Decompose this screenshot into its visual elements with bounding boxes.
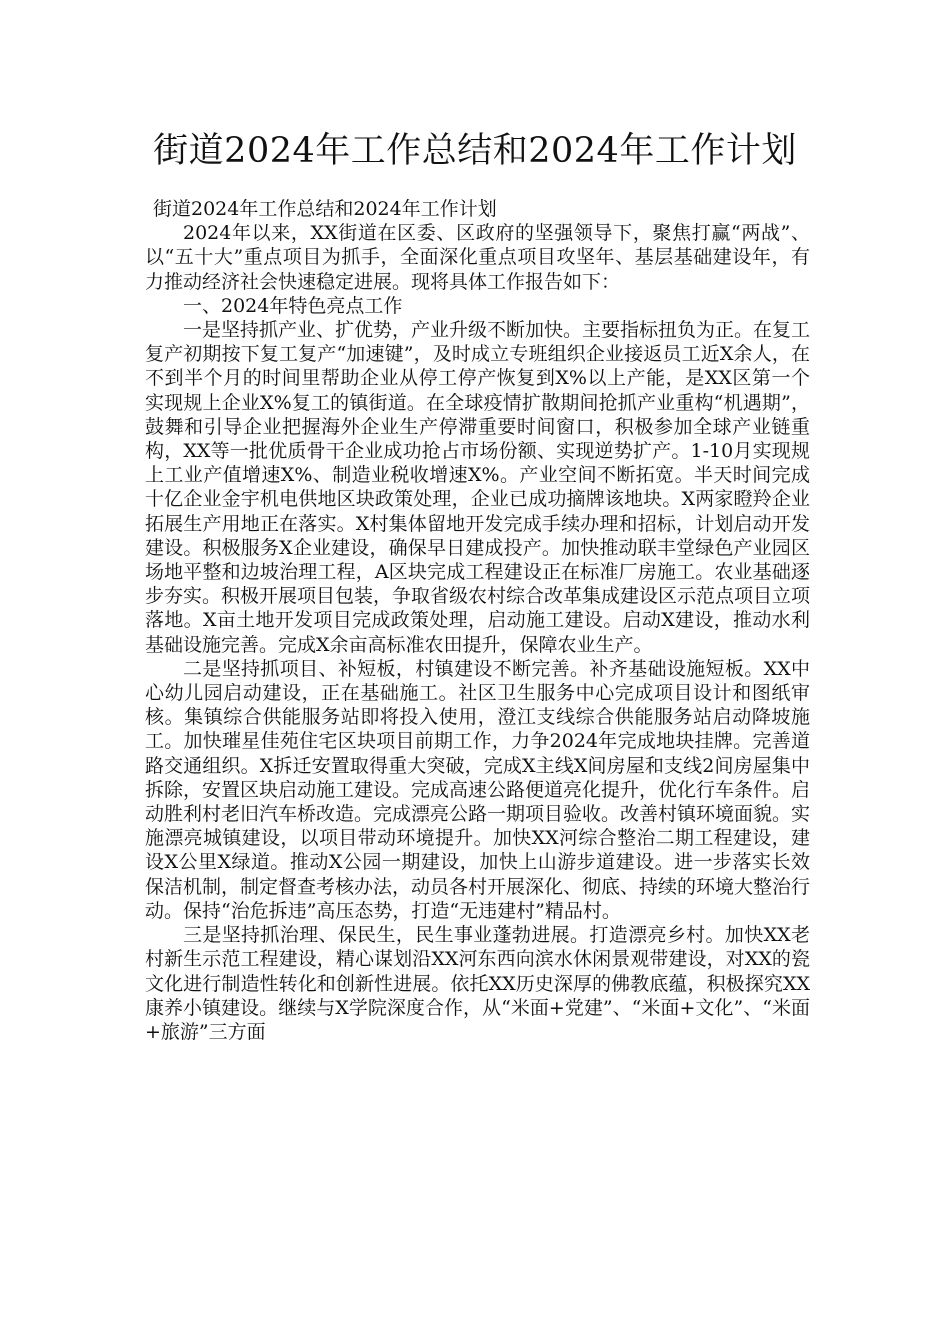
paragraph-livelihood: 三是坚持抓治理、保民生，民生事业蓬勃进展。打造漂亮乡村。加快XX老村新生示范工程建设，精心谋划沿XX河东西向滨水休闲景观带建设，对XX的瓷文化进行制造性转化和创新性进展。依托XX历史深厚的佛教底蕴，积极探究XX康养小镇建设。继续与X学院深度合作，从“米面+党建”、“米面+文化”、“米面+旅游”三方面: [145, 924, 810, 1043]
document-title: 街道2024年工作总结和2024年工作计划: [153, 131, 797, 171]
document-body: [145, 197, 810, 1044]
intro-paragraph: 2024年以来，XX街道在区委、区政府的坚强领导下，聚焦打赢“两战”、以“五十大”重点项目为抓手，全面深化重点项目攻坚年、基层基础建设年，有力推动经济社会快速稳定进展。现将具体工作报告如下：: [145, 222, 810, 293]
paragraph-industry: 一是坚持抓产业、扩优势，产业升级不断加快。主要指标扭负为正。在复工复产初期按下复工复产“加速键”，及时成立专班组织企业接返员工近X余人，在不到半个月的时间里帮助企业从停工停产恢复到X%以上产能，是XX区第一个实现规上企业X%复工的镇街道。在全球疫情扩散期间抢抓产业重构“机遇期”，鼓舞和引导企业把握海外企业生产停滞重要时间窗口，积极参加全球产业链重构，XX等一批优质骨干企业成功抢占市场份额、实现逆势扩产。1-10月实现规上工业产值增速X%、制造业税收增速X%。产业空间不断拓宽。半天时间完成十亿企业金宇机电供地区块政策处理，企业已成功摘牌该地块。X两家瞪羚企业拓展生产用地正在落实。X村集体留地开发完成手续办理和招标，计划启动开发建设。积极服务X企业建设，确保早日建成投产。加快推动联丰堂绿色产业园区场地平整和边坡治理工程，A区块完成工程建设正在标准厂房施工。农业基础逐步夯实。积极开展项目包装，争取省级农村综合改革集成建设区示范点项目立项落地。X亩土地开发项目完成政策处理，启动施工建设。启动X建设，推动水利基础设施完善。完成X余亩高标准农田提升，保障农业生产。: [145, 319, 811, 656]
paragraph-projects: 二是坚持抓项目、补短板，村镇建设不断完善。补齐基础设施短板。XX中心幼儿园启动建设，正在基础施工。社区卫生服务中心完成项目设计和图纸审核。集镇综合供能服务站即将投入使用，澄江支线综合供能服务站启动降坡施工。加快璀星佳苑住宅区块项目前期工作，力争2024年完成地块挂牌。完善道路交通组织。X拆迁安置取得重大突破，完成X主线X间房屋和支线2间房屋集中拆除，安置区块启动施工建设。完成高速公路便道亮化提升，优化行车条件。启动胜利村老旧汽车桥改造。完成漂亮公路一期项目验收。改善村镇环境面貌。实施漂亮城镇建设，以项目带动环境提升。加快XX河综合整治二期工程建设，建设X公里X绿道。推动X公园一期建设，加快上山游步道建设。进一步落实长效保洁机制，制定督查考核办法，动员各村开展深化、彻底、持续的环境大整治行动。保持“治危拆违”高压态势，打造“无违建村”精品村。: [145, 657, 811, 922]
section-heading: 一、2024年特色亮点工作: [183, 294, 403, 317]
document-subtitle: 街道2024年工作总结和2024年工作计划: [153, 198, 497, 220]
